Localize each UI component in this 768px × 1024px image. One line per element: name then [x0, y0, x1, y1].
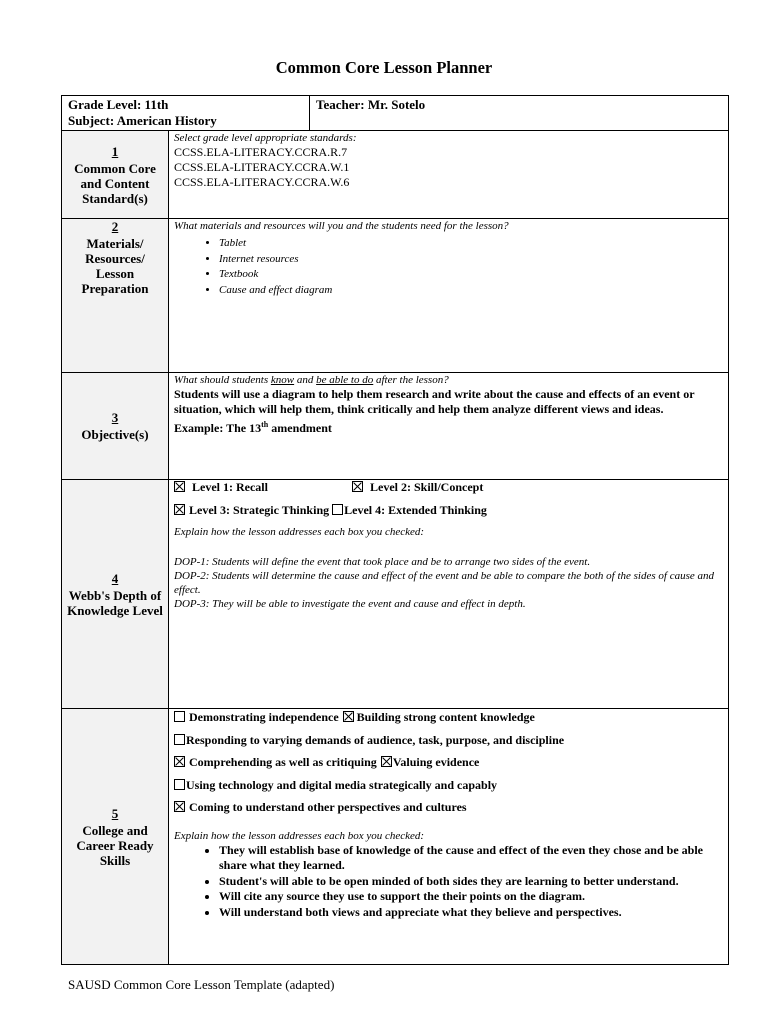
dok-line-1 — [174, 480, 723, 503]
section-number: 5 — [111, 805, 119, 821]
objectives-prompt — [174, 374, 723, 387]
checkbox-checked[interactable] — [174, 756, 185, 767]
checkbox-label: Demonstrating independence — [189, 710, 339, 724]
dok-dop2: DOP-2: Students will determine the cause and effect of the event and be able to compare the both of the sides of cause and effect. — [174, 570, 714, 596]
checkbox-label: Building strong content knowledge — [356, 710, 535, 724]
checkbox-label: Responding to varying demands of audience, task, purpose, and discipline — [186, 732, 565, 747]
dok-line-2 — [174, 503, 723, 526]
list-item: • Student's will able to be open minded of both sides they are learning to better understand. — [219, 874, 723, 890]
skills-label-cell — [62, 709, 169, 964]
subject: Subject: American History — [68, 113, 217, 128]
header-row — [62, 96, 728, 131]
skills-explain-prompt: Explain how the lesson addresses each box you checked: — [174, 829, 425, 842]
page-footer: SAUSD Common Core Lesson Template (adapted) — [68, 977, 335, 992]
standards-row — [62, 131, 728, 219]
section-label: Common Core and Content Standard(s) — [74, 160, 156, 206]
list-item: • Cause and effect diagram — [219, 283, 723, 299]
skills-line-1 — [174, 710, 723, 733]
checkbox-label: Level 2: Skill/Concept — [370, 480, 484, 494]
skills-line-3 — [174, 755, 723, 778]
checkbox-checked[interactable] — [174, 504, 185, 515]
dok-dop1: DOP-1: Students will define the event that took place and be to arrange two sides of the event. — [174, 556, 591, 568]
prompt-text: after the lesson? — [373, 374, 449, 386]
section-label: Materials/ Resources/ Lesson Preparation — [81, 236, 149, 296]
skills-content-cell — [169, 709, 728, 964]
prompt-text: What should students — [174, 374, 271, 386]
teacher: Teacher: Mr. Sotelo — [316, 97, 426, 112]
dok-label-cell — [62, 480, 169, 708]
list-item: • Will cite any source they use to support the their points on the diagram. — [219, 889, 723, 905]
section-number: 1 — [111, 143, 119, 159]
section-label: Webb's Depth of Knowledge Level — [67, 587, 163, 618]
objectives-row — [62, 373, 728, 480]
checkbox-label: Comprehending as well as critiquing — [189, 755, 377, 769]
section-label: College and Career Ready Skills — [76, 822, 154, 868]
example-sup: th — [261, 420, 269, 429]
standards-prompt: Select grade level appropriate standards: — [174, 132, 357, 144]
materials-row — [62, 219, 728, 373]
materials-label-cell — [62, 219, 169, 372]
checkbox-checked[interactable] — [343, 711, 354, 722]
objectives-content-cell — [169, 373, 728, 479]
materials-prompt: What materials and resources will you and the students need for the lesson? — [174, 220, 509, 232]
checkbox-checked[interactable] — [352, 481, 363, 492]
section-label: Objective(s) — [81, 427, 149, 442]
skills-line-2 — [174, 733, 723, 756]
section-number: 3 — [111, 410, 119, 425]
checkbox-label: Using technology and digital media strategically and capably — [186, 777, 498, 792]
list-item: • Internet resources — [219, 252, 723, 268]
checkbox-label: Coming to understand other perspectives and cultures — [189, 800, 467, 814]
prompt-able: be able to do — [316, 374, 374, 386]
standard-item: CCSS.ELA-LITERACY.CCRA.W.6 — [174, 175, 350, 189]
checkbox-label: Level 3: Strategic Thinking — [189, 502, 330, 517]
skills-line-5 — [174, 800, 723, 823]
checkbox-unchecked[interactable] — [174, 711, 185, 722]
teacher-cell — [310, 96, 728, 130]
checkbox-checked[interactable] — [174, 481, 185, 492]
dok-content-cell — [169, 480, 728, 708]
skills-row — [62, 709, 728, 964]
grade-level: Grade Level: 11th — [68, 97, 169, 112]
section-number: 2 — [111, 219, 119, 234]
objectives-label-cell — [62, 373, 169, 479]
objective-example — [174, 417, 723, 436]
section-number: 4 — [111, 570, 119, 586]
materials-content-cell — [169, 219, 728, 372]
skills-explain-list — [174, 843, 723, 921]
checkbox-unchecked[interactable] — [332, 504, 343, 515]
checkbox-checked[interactable] — [174, 801, 185, 812]
skills-line-4 — [174, 778, 723, 801]
example-text: amendment — [268, 421, 332, 435]
checkbox-unchecked[interactable] — [174, 779, 185, 790]
dok-dop3: DOP-3: They will be able to investigate the event and cause and effect in depth. — [174, 598, 526, 610]
standards-label-cell — [62, 131, 169, 218]
dok-row — [62, 480, 728, 709]
list-item: • They will establish base of knowledge of the cause and effect of the even they chose and be able share what they learned. — [219, 843, 723, 874]
lesson-planner-table — [61, 95, 729, 965]
prompt-text: and — [294, 374, 317, 386]
checkbox-label: Level 1: Recall — [192, 480, 268, 494]
standard-item: CCSS.ELA-LITERACY.CCRA.R.7 — [174, 145, 348, 159]
checkbox-unchecked[interactable] — [174, 734, 185, 745]
list-item: • Tablet — [219, 236, 723, 252]
prompt-know: know — [270, 374, 295, 386]
checkbox-label: Level 4: Extended Thinking — [344, 502, 487, 517]
grade-subject-cell — [62, 96, 310, 130]
list-item: • Will understand both views and appreciate what they believe and perspectives. — [219, 905, 723, 921]
standards-content-cell — [169, 131, 728, 218]
dok-explain-prompt: Explain how the lesson addresses each box you checked: — [174, 526, 425, 538]
standard-item: CCSS.ELA-LITERACY.CCRA.W.1 — [174, 160, 350, 174]
materials-list — [174, 236, 723, 298]
example-text: Example: The 13 — [174, 421, 262, 435]
objective-text: Students will use a diagram to help them research and write about the cause and effects of an event or situation, which will help them, think critically and help them analyze different views and ideas. — [174, 387, 695, 416]
list-item: • Textbook — [219, 267, 723, 283]
checkbox-label: Valuing evidence — [392, 755, 480, 769]
page-title: Common Core Lesson Planner — [275, 58, 493, 77]
checkbox-checked[interactable] — [381, 756, 392, 767]
